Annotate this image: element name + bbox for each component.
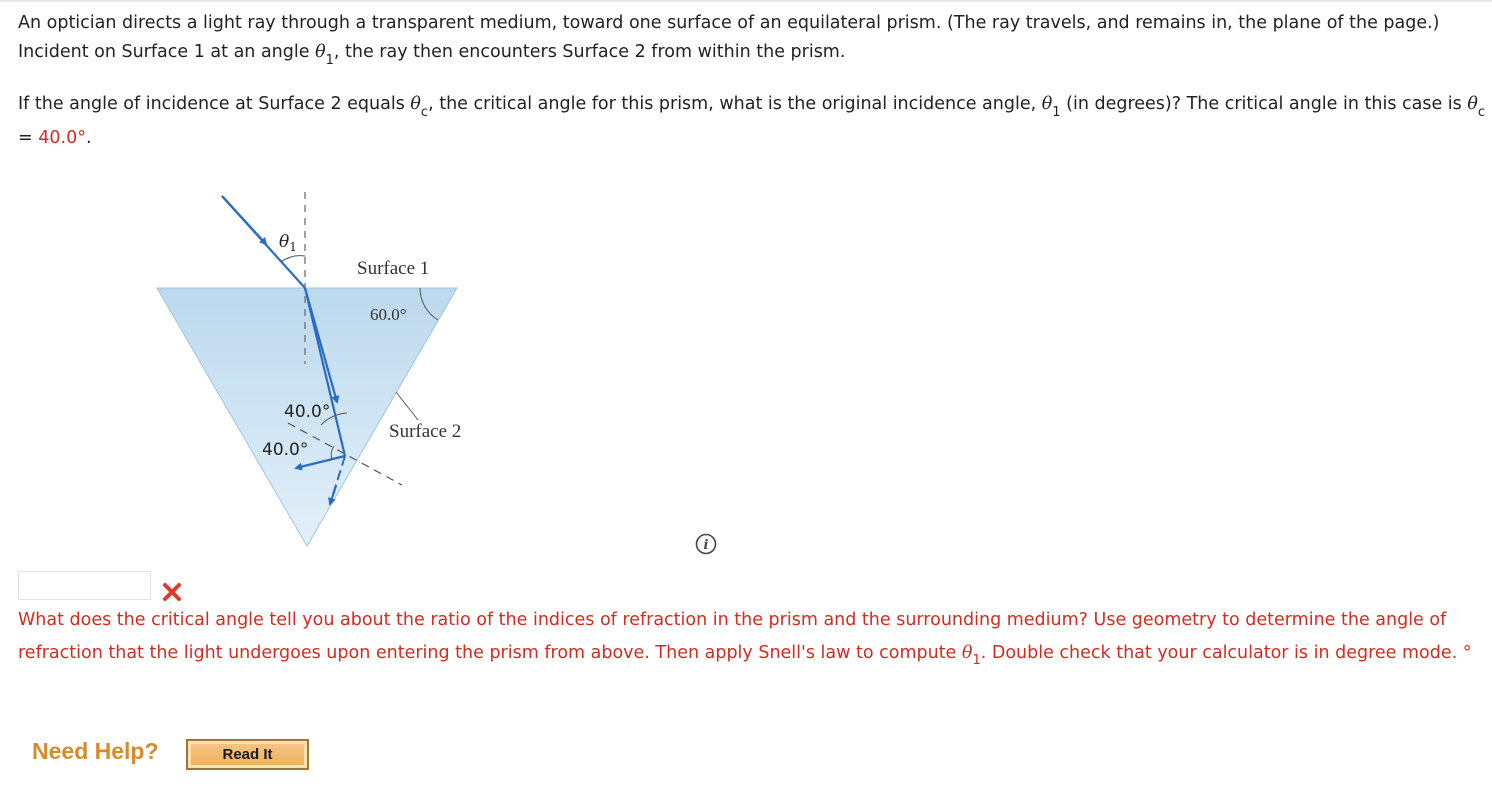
theta-symbol: θ xyxy=(315,42,326,62)
top-divider xyxy=(0,0,1492,2)
surface2-label: Surface 2 xyxy=(389,421,462,442)
question-text-2-end: . xyxy=(85,128,92,148)
need-help-label: Need Help? xyxy=(32,738,159,764)
angle-upper-label: 40.0° xyxy=(284,402,331,422)
question-text-2c: (in degrees)? The critical angle in this case is xyxy=(1060,94,1468,114)
theta-1-symbol: θ xyxy=(1041,94,1053,114)
question-text-2b: , the critical angle for this prism, what is the original incidence angle, xyxy=(428,94,1042,114)
feedback-theta-sub: 1 xyxy=(972,653,981,668)
feedback-theta: θ xyxy=(961,643,973,663)
surface1-label: Surface 1 xyxy=(357,258,430,279)
critical-angle-value: 40.0° xyxy=(38,128,86,148)
theta-c-symbol-2: θ xyxy=(1467,94,1478,114)
theta-subscript: 1 xyxy=(325,53,334,68)
theta1-label: $\theta_1$ xyxy=(279,232,297,254)
theta-c-symbol: θ xyxy=(410,94,421,114)
answer-input[interactable] xyxy=(18,571,151,600)
info-circle-icon[interactable] xyxy=(695,533,717,555)
feedback-text-a: What does the critical angle tell you about the ratio of the indices of refraction in the prism and the surrounding medium? Use geometry to determine the angle of refraction that the light undergoes upon entering the prism from above. Then apply Snell's law to compute xyxy=(18,610,1447,663)
apex-angle-label: 60.0° xyxy=(370,305,407,324)
prism-diagram xyxy=(150,180,490,552)
theta-1-subscript: 1 xyxy=(1052,105,1061,120)
question-paragraph-2 xyxy=(18,88,1486,154)
surface2-leader xyxy=(396,392,418,420)
incorrect-x-icon xyxy=(162,582,182,602)
question-paragraph-1 xyxy=(18,9,1478,68)
read-it-button[interactable]: Read It xyxy=(186,739,309,770)
angle-lower-label: 40.0° xyxy=(262,440,309,460)
equals-sign: = xyxy=(18,128,39,148)
question-text-2a: If the angle of incidence at Surface 2 equals xyxy=(18,94,411,114)
theta-c-subscript: c xyxy=(420,105,429,120)
question-text-1a: An optician directs a light ray through a transparent medium, toward one surface of an equilateral prism. (The ray travels, and remains in, the plane of the page.) Incident on Surface 1 at an angle xyxy=(18,13,1440,62)
theta1-angle-arc xyxy=(281,256,305,262)
incident-ray-arrow xyxy=(222,196,266,244)
feedback-text xyxy=(18,604,1478,671)
question-text-1b: , the ray then encounters Surface 2 from within the prism. xyxy=(333,42,846,62)
theta-c-subscript-2: c xyxy=(1477,105,1486,120)
svg-text:i: i xyxy=(703,538,709,553)
feedback-text-b: . Double check that your calculator is in degree mode. ° xyxy=(980,643,1472,663)
